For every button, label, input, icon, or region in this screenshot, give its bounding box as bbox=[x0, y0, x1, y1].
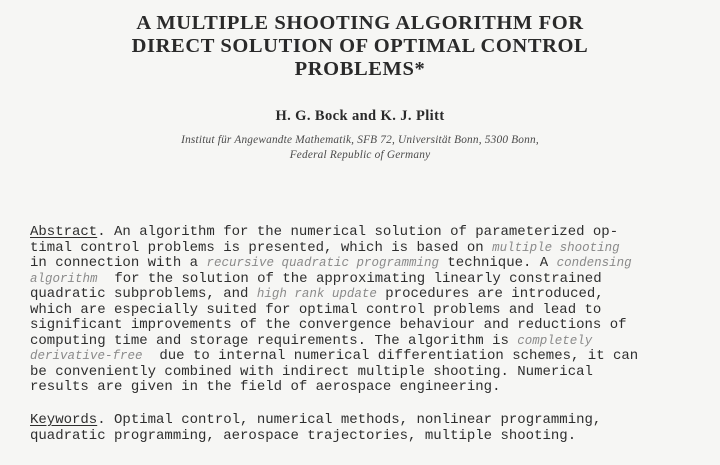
abstract-line bbox=[30, 334, 710, 350]
section-label: Abstract bbox=[30, 224, 98, 240]
emphasis-text: recursive quadratic programming bbox=[206, 256, 439, 270]
abstract-line bbox=[30, 380, 710, 396]
title-line: A MULTIPLE SHOOTING ALGORITHM FOR bbox=[136, 12, 584, 34]
affiliation bbox=[0, 133, 720, 163]
authors: H. G. Bock and K. J. Plitt bbox=[275, 108, 445, 124]
title-line: DIRECT SOLUTION OF OPTIMAL CONTROL bbox=[131, 35, 589, 57]
keywords-section bbox=[30, 413, 710, 444]
abstract-line bbox=[30, 365, 710, 381]
body-text: due to internal numerical differentiation schemes, it can bbox=[142, 348, 639, 364]
section-label: Keywords bbox=[30, 412, 98, 428]
abstract-line bbox=[30, 349, 710, 365]
emphasis-text: completely bbox=[517, 333, 593, 348]
abstract-line bbox=[30, 272, 710, 288]
emphasis-text: derivative-free bbox=[30, 349, 143, 363]
body-text: significant improvements of the convergence behaviour and reductions of bbox=[30, 317, 627, 333]
body-text: results are given in the field of aerospace engineering. bbox=[30, 379, 501, 395]
keywords-line bbox=[30, 429, 710, 445]
title-line: PROBLEMS* bbox=[294, 58, 426, 80]
body-text: timal control problems is presented, which is based on bbox=[30, 239, 493, 256]
abstract-line bbox=[30, 241, 710, 257]
emphasis-text: algorithm bbox=[30, 271, 98, 286]
body-text: in connection with a bbox=[30, 255, 207, 271]
body-text: be conveniently combined with indirect multiple shooting. Numerical bbox=[30, 363, 593, 380]
abstract-line bbox=[30, 318, 710, 334]
abstract-line bbox=[30, 303, 710, 319]
body-text: quadratic programming, aerospace trajectories, multiple shooting. bbox=[30, 427, 577, 444]
affiliation-line: Institut für Angewandte Mathematik, SFB 72, Universität Bonn, 5300 Bonn, bbox=[181, 134, 539, 146]
emphasis-text: high rank update bbox=[256, 287, 377, 301]
emphasis-text: multiple shooting bbox=[492, 240, 620, 255]
body-text: quadratic subproblems, and bbox=[30, 286, 257, 302]
emphasis-text: condensing bbox=[556, 256, 632, 270]
body-text: technique. A bbox=[438, 255, 557, 271]
body-text: procedures are introduced, bbox=[376, 286, 604, 302]
abstract-line bbox=[30, 287, 710, 303]
affiliation-line: Federal Republic of Germany bbox=[289, 149, 431, 161]
body-text: computing time and storage requirements. The algorithm is bbox=[30, 332, 518, 349]
body-text: . Optimal control, numerical methods, nonlinear programming, bbox=[97, 412, 602, 428]
abstract-section bbox=[30, 225, 710, 396]
body-text: . An algorithm for the numerical solution of parameterized op- bbox=[97, 224, 619, 240]
paper-title bbox=[0, 12, 720, 81]
body-text: which are especially suited for optimal control problems and lead to bbox=[30, 301, 602, 318]
body-text: for the solution of the approximating linearly constrained bbox=[97, 270, 602, 287]
keywords-line bbox=[30, 413, 710, 429]
abstract-line bbox=[30, 225, 710, 241]
abstract-line bbox=[30, 256, 710, 272]
